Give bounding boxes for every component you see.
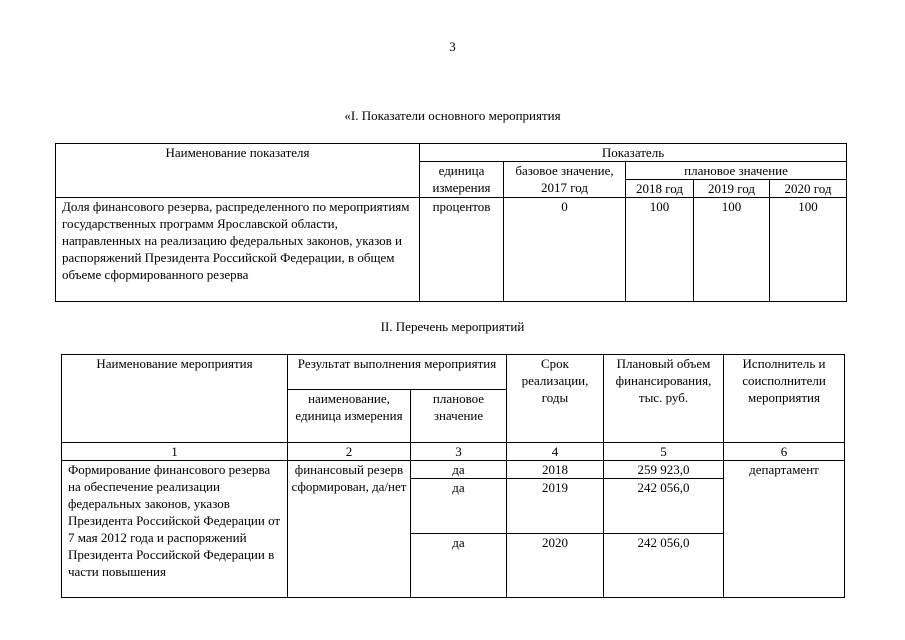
event-year-cell: 2020 xyxy=(507,534,604,598)
header-planned-value: плановое значение xyxy=(626,162,847,180)
events-table xyxy=(61,354,845,598)
header-base-value: базовое значение, 2017 год xyxy=(504,162,626,198)
header-term: Срок реализации, годы xyxy=(507,355,604,443)
table-row xyxy=(62,461,845,479)
indicator-name-cell: Доля финансового резерва, распределенного по мероприятиям государственных программ Ярославской области, направленных на реализацию федеральных законов, указов и распоряжений Президента Российской Федерации, в общем объеме сформированного резерва xyxy=(56,198,420,302)
header-result-name: наименование, единица измерения xyxy=(288,390,411,443)
header-executor: Исполнитель и соисполнители мероприятия xyxy=(724,355,845,443)
indicator-2019-cell: 100 xyxy=(694,198,770,302)
indicator-unit-cell: процентов xyxy=(420,198,504,302)
table-row xyxy=(56,198,847,302)
page-number: 3 xyxy=(449,39,456,54)
section-title-indicators: «I. Показатели основного мероприятия xyxy=(344,108,561,123)
header-year-2018: 2018 год xyxy=(626,180,694,198)
event-amount-cell: 259 923,0 xyxy=(604,461,724,479)
header-year-2019: 2019 год xyxy=(694,180,770,198)
event-planned-cell: да xyxy=(411,534,507,598)
event-year-cell: 2018 xyxy=(507,461,604,479)
section-title-events: II. Перечень мероприятий xyxy=(380,319,525,334)
header-indicator: Показатель xyxy=(420,144,847,162)
event-planned-cell: да xyxy=(411,461,507,479)
header-unit: единица измерения xyxy=(420,162,504,198)
column-number: 4 xyxy=(507,443,604,461)
header-year-2020: 2020 год xyxy=(770,180,847,198)
column-number: 5 xyxy=(604,443,724,461)
header-indicator-name: Наименование показателя xyxy=(56,144,420,198)
column-numbers-row xyxy=(62,443,845,461)
event-result-name-cell: финансовый резерв сформирован, да/нет xyxy=(288,461,411,598)
header-volume: Плановый объем финансирования, тыс. руб. xyxy=(604,355,724,443)
column-number: 3 xyxy=(411,443,507,461)
column-number: 2 xyxy=(288,443,411,461)
indicators-table xyxy=(55,143,847,302)
event-year-cell: 2019 xyxy=(507,479,604,534)
event-executor-cell: департамент xyxy=(724,461,845,598)
indicator-base-cell: 0 xyxy=(504,198,626,302)
event-amount-cell: 242 056,0 xyxy=(604,479,724,534)
header-result: Результат выполнения мероприятия xyxy=(288,355,507,390)
column-number: 6 xyxy=(724,443,845,461)
header-result-planned: плановое значение xyxy=(411,390,507,443)
header-event-name: Наименование мероприятия xyxy=(62,355,288,443)
indicator-2020-cell: 100 xyxy=(770,198,847,302)
event-planned-cell: да xyxy=(411,479,507,534)
event-name-cell: Формирование финансового резерва на обеспечение реализации федеральных законов, указов Президента Российской Федерации от 7 мая 2012 года и распоряжений Президента Российской Федерации в части повышения xyxy=(62,461,288,598)
indicator-2018-cell: 100 xyxy=(626,198,694,302)
event-amount-cell: 242 056,0 xyxy=(604,534,724,598)
column-number: 1 xyxy=(62,443,288,461)
